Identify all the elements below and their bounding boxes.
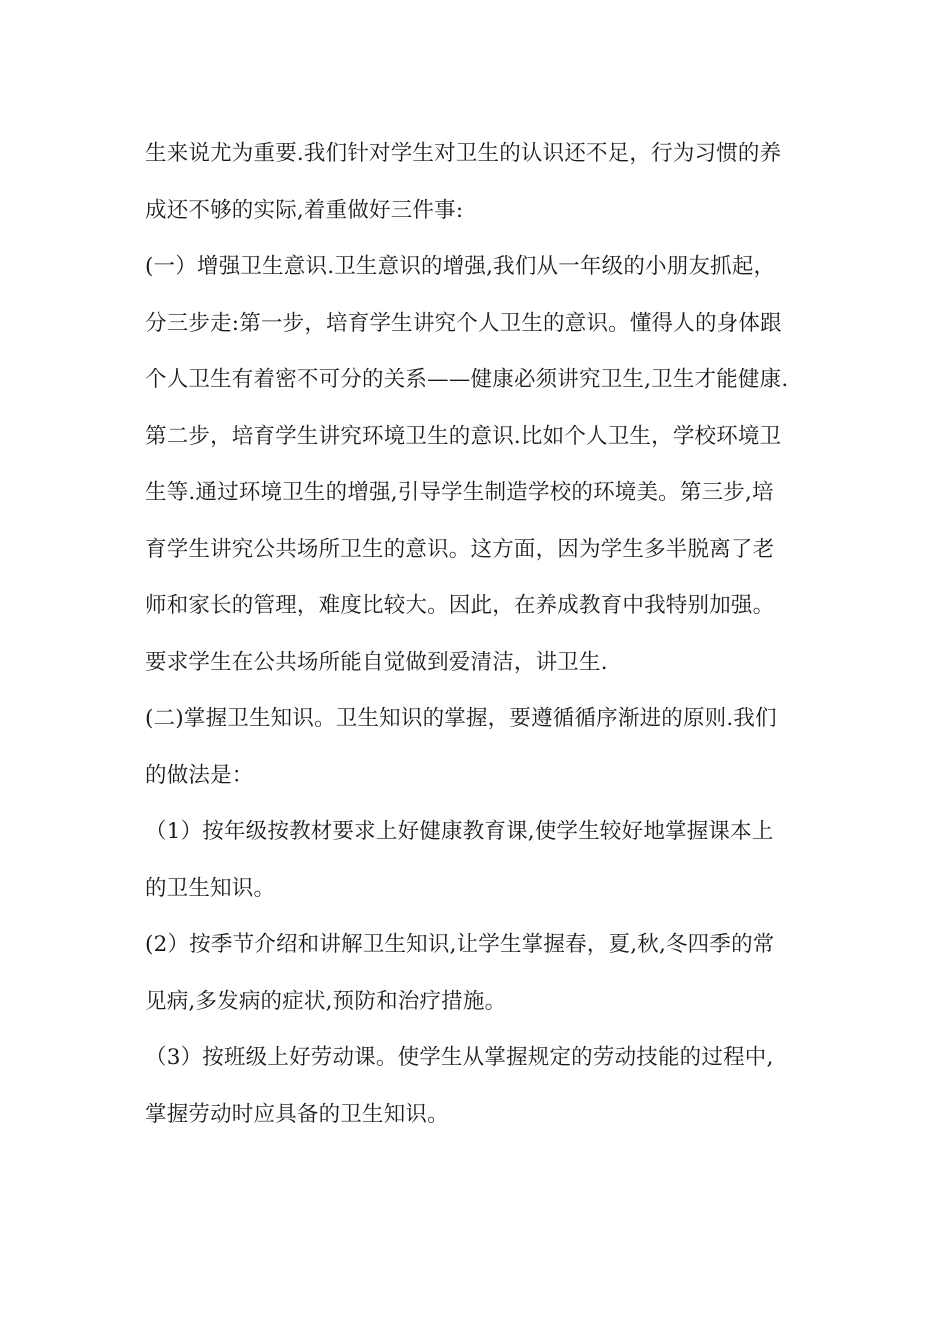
text-line: 的做法是： xyxy=(145,762,254,788)
text-line: 掌握劳动时应具备的卫生知识。 xyxy=(145,1101,449,1127)
text-line: (2）按季节介绍和讲解卫生知识,让学生掌握春，夏,秋,冬四季的常 xyxy=(145,932,775,957)
text-line: 见病,多发病的症状,预防和治疗措施。 xyxy=(145,988,507,1014)
text-line: (一）增强卫生意识.卫生意识的增强,我们从一年级的小朋友抓起， xyxy=(145,254,776,279)
document-body xyxy=(145,126,815,1143)
paragraph-section-one xyxy=(145,239,815,691)
text-line: 分三步走:第一步，培育学生讲究个人卫生的意识。懂得人的身体跟 xyxy=(145,310,782,336)
text-line: 师和家长的管理，难度比较大。因此，在养成教育中我特别加强。 xyxy=(145,593,775,618)
text-line: 的卫生知识。 xyxy=(145,875,276,901)
text-line: （1）按年级按教材要求上好健康教育课,使学生较好地掌握课本上 xyxy=(145,819,774,844)
text-line: 成还不够的实际,着重做好三件事: xyxy=(145,197,464,223)
text-line: 育学生讲究公共场所卫生的意识。这方面，因为学生多半脱离了老 xyxy=(145,536,775,562)
text-line: 生等.通过环境卫生的增强,引导学生制造学校的环境美。第三步,培 xyxy=(145,480,774,505)
text-line: 第二步，培育学生讲究环境卫生的意识.比如个人卫生，学校环境卫 xyxy=(145,423,782,449)
paragraph-item-3 xyxy=(145,1030,815,1143)
text-line: 个人卫生有着密不可分的关系——健康必须讲究卫生,卫生才能健康. xyxy=(145,367,789,392)
text-line: 要求学生在公共场所能自觉做到爱清洁，讲卫生. xyxy=(145,649,608,675)
paragraph-item-2 xyxy=(145,917,815,1030)
text-line: (二)掌握卫生知识。卫生知识的掌握，要遵循循序渐进的原则.我们 xyxy=(145,706,777,731)
text-line: 生来说尤为重要.我们针对学生对卫生的认识还不足，行为习惯的养 xyxy=(145,141,782,166)
paragraph-section-two xyxy=(145,691,815,804)
paragraph-intro xyxy=(145,126,815,239)
paragraph-item-1 xyxy=(145,804,815,917)
text-line: （3）按班级上好劳动课。使学生从掌握规定的劳动技能的过程中, xyxy=(145,1045,774,1070)
